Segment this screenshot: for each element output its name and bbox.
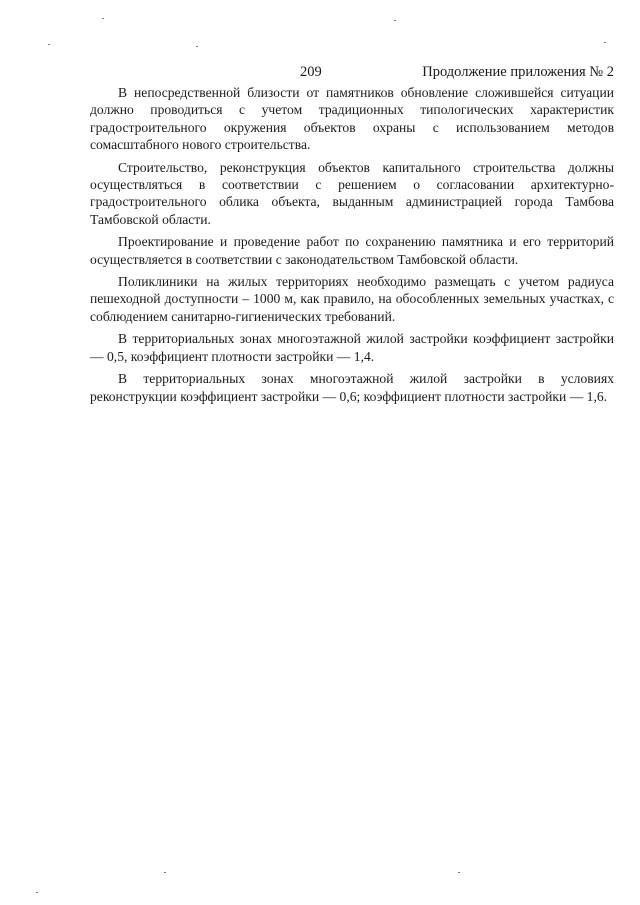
- paragraph-multistorey-coefficients: В территориальных зонах многоэтажной жилой застройки коэффициент застройки — 0,5, коэффициент плотности застройки — 1,4.: [90, 331, 614, 364]
- scan-speck: [48, 44, 50, 45]
- scan-speck: [196, 46, 198, 47]
- scan-speck: [36, 892, 38, 893]
- paragraph-reconstruction-coefficients: В территориальных зонах многоэтажной жилой застройки в условиях реконструкции коэффициент застройки — 0,6; коэффициент плотности застройки — 1,6.: [90, 371, 614, 404]
- scan-speck: [102, 18, 104, 19]
- paragraph-monuments-renewal: В непосредственной близости от памятников обновление сложившейся ситуации должно проводиться с учетом традиционных типологических характеристик градостроительного окружения объектов охраны с использованием методов сомасштабного нового строительства.: [90, 85, 614, 153]
- scan-speck: [394, 20, 396, 21]
- paragraph-clinics-placement: Поликлиники на жилых территориях необходимо размещать с учетом радиуса пешеходной доступности – 1000 м, как правило, на обособленных земельных участках, с соблюдением санитарно-гигиенических требований.: [90, 274, 614, 324]
- scan-speck: [604, 42, 606, 43]
- paragraph-monument-preservation: Проектирование и проведение работ по сохранению памятника и его территорий осуществляется в соответствии с законодательством Тамбовской области.: [90, 234, 614, 267]
- page-header: [90, 64, 614, 84]
- page-number: 209: [300, 64, 322, 80]
- paragraph-construction-approval: Строительство, реконструкция объектов капитального строительства должны осуществляться в соответствии с решением о согласовании архитектурно-градостроительного облика объекта, выданным администрацией города Тамбова Тамбовской области.: [90, 159, 614, 227]
- appendix-continuation-label: Продолжение приложения № 2: [422, 64, 614, 80]
- document-body: [90, 84, 614, 410]
- scan-speck: [164, 872, 166, 873]
- scan-speck: [458, 872, 460, 873]
